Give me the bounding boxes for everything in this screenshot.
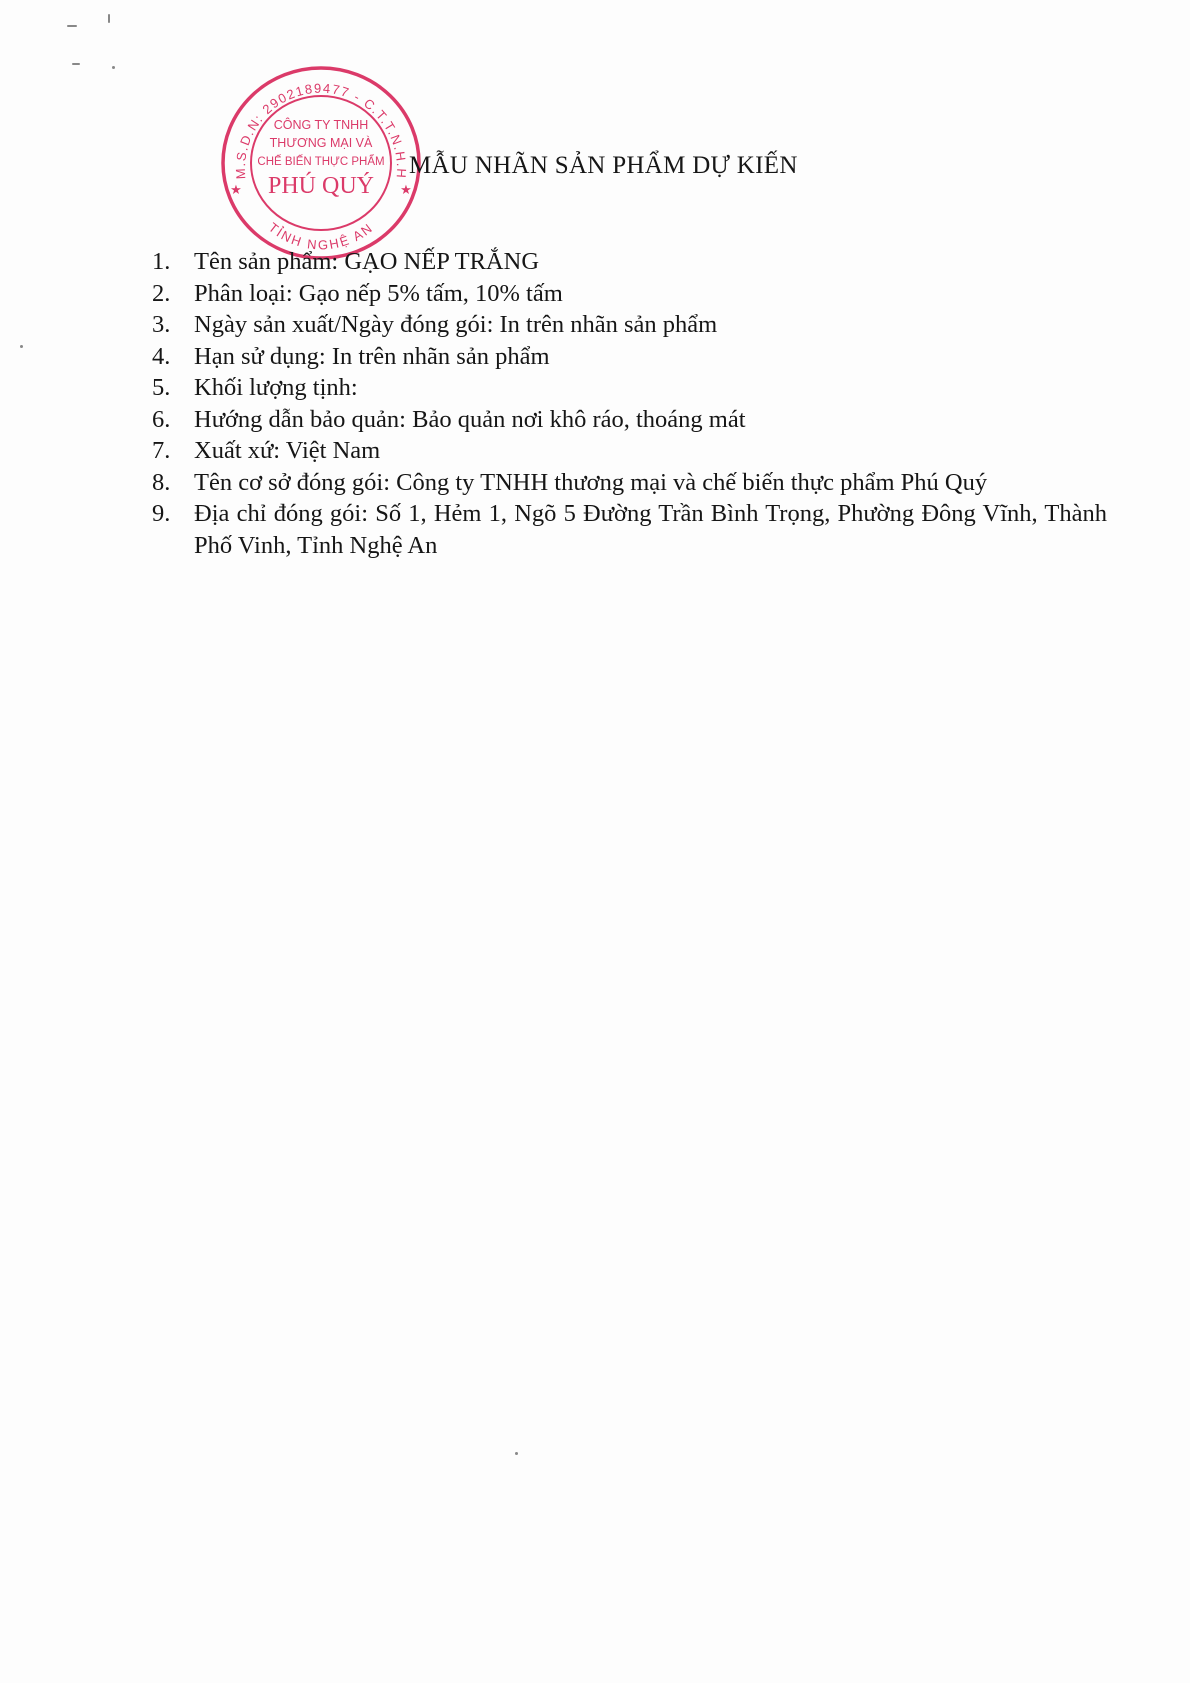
list-item-number: 9. [152,500,171,527]
list-item-number: 1. [152,248,171,275]
scan-speck [67,25,77,27]
list-item [152,309,1107,341]
scan-speck [72,63,80,65]
list-item-number: 3. [152,311,171,338]
seal-ring-top-text: M.S.D.N: 2902189477 - C.T.T.N.H.H [232,80,410,180]
seal-star-left: ★ [230,183,242,198]
list-item-text: Ngày sản xuất/Ngày đóng gói: In trên nhãn sản phẩm [194,311,718,338]
list-item-number: 8. [152,468,171,496]
document-title: MẪU NHÃN SẢN PHẨM DỰ KIẾN [409,152,798,179]
list-item-text: Tên cơ sở đóng gói: Công ty TNHH thương mại và chế biến thực phẩm Phú Quý [194,468,988,496]
seal-line3: CHẾ BIẾN THỰC PHẨM [257,156,385,168]
list-item-number: 4. [152,342,171,370]
list-item [152,246,1107,278]
product-label-list [152,246,1107,561]
list-item [152,498,1107,561]
list-item-number: 7. [152,437,171,464]
scan-speck [20,345,23,348]
list-item-text: Xuất xứ: Việt Nam [194,437,381,464]
seal-star-right: ★ [400,183,412,198]
list-item [152,435,1107,467]
list-item-text: Hướng dẫn bảo quản: Bảo quản nơi khô ráo, thoáng mát [194,405,746,433]
list-item-text: Tên sản phẩm: GẠO NẾP TRẮNG [194,248,540,275]
scan-speck [515,1452,518,1455]
list-item-number: 6. [152,405,171,433]
scan-speck [108,14,110,23]
list-item-text: Hạn sử dụng: In trên nhãn sản phẩm [194,342,550,370]
list-item [152,404,1107,436]
seal-company-name: PHÚ QUÝ [267,173,375,199]
company-seal [218,63,424,263]
list-item-number: 2. [152,279,171,307]
list-item [152,467,1107,499]
list-item-text: Phân loại: Gạo nếp 5% tấm, 10% tấm [194,279,563,307]
seal-line2: THƯƠNG MẠI VÀ [269,136,373,150]
list-item [152,341,1107,373]
list-item-text: Khối lượng tịnh: [194,374,358,401]
list-item-number: 5. [152,374,171,401]
list-item [152,278,1107,310]
seal-ring-bottom-text: TỈNH NGHỆ AN [265,219,377,253]
seal-line1: CÔNG TY TNHH [273,118,369,132]
scan-speck [112,66,115,69]
list-item-text: Địa chỉ đóng gói: Số 1, Hẻm 1, Ngõ 5 Đường Trần Bình Trọng, Phường Đông Vĩnh, Thành Phố Vinh, Tỉnh Nghệ An [194,500,1107,559]
list-item [152,372,1107,404]
